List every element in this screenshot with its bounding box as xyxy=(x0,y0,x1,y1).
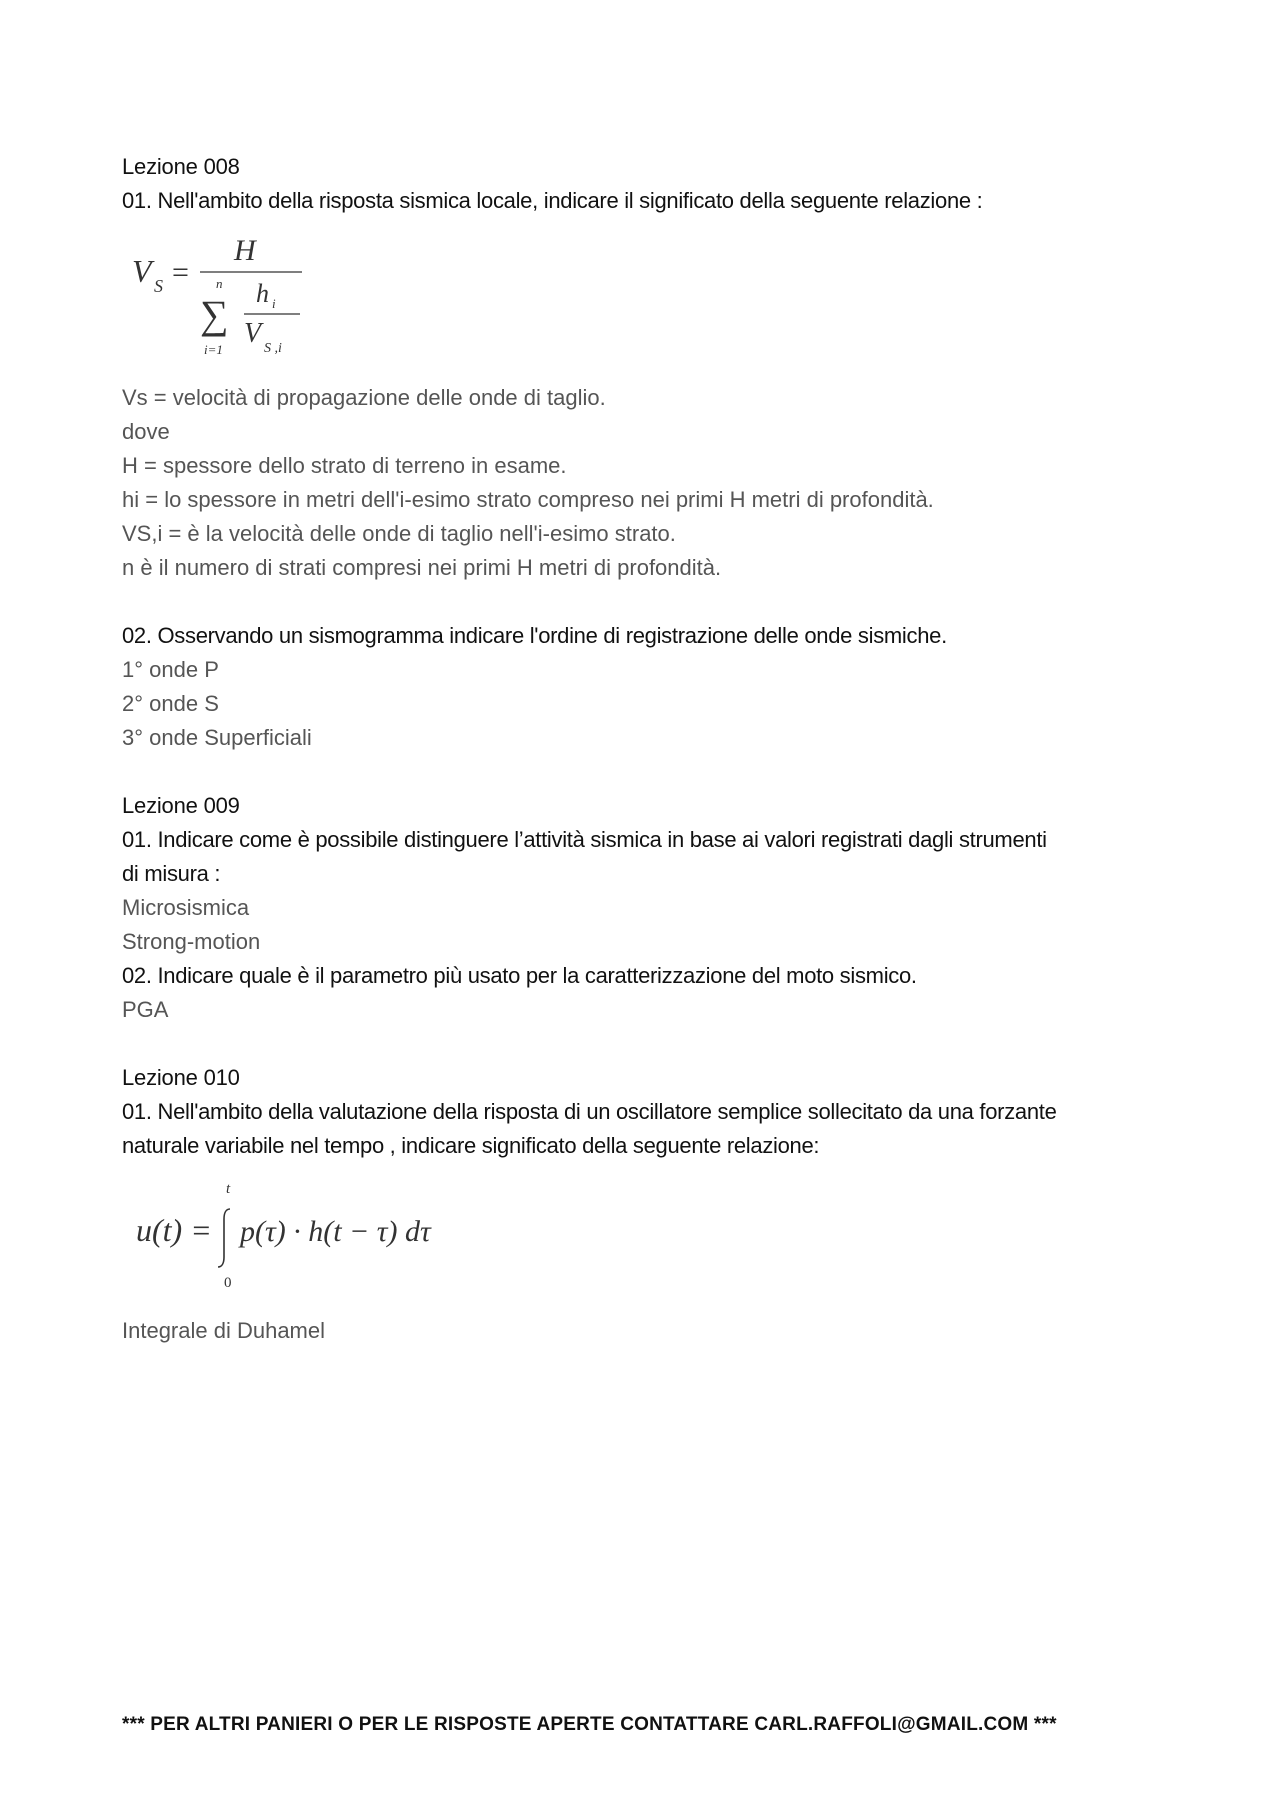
answer-line: H = spessore dello strato di terreno in esame. xyxy=(122,453,567,478)
answer-block xyxy=(122,653,1182,755)
answer-line: dove xyxy=(122,419,170,444)
question-text: naturale variabile nel tempo , indicare significato della seguente relazione: xyxy=(122,1133,820,1158)
document-page xyxy=(122,150,1182,1348)
question-text: 01. Indicare come è possibile distinguere l’attività sismica in base ai valori registrati dagli strumenti xyxy=(122,827,1047,852)
formula-sum-upper: n xyxy=(216,276,223,291)
formula-duhamel-integral xyxy=(132,1175,1182,1298)
formula-lhs: u(t) = xyxy=(136,1212,212,1248)
lesson-heading: Lezione 010 xyxy=(122,1065,240,1090)
answer-line: VS,i = è la velocità delle onde di taglio nell'i-esimo strato. xyxy=(122,521,676,546)
answer-line: Vs = velocità di propagazione delle onde di taglio. xyxy=(122,385,606,410)
answer-block xyxy=(122,381,1182,585)
answer-line: 1° onde P xyxy=(122,657,219,682)
formula-lhs: V xyxy=(132,253,152,289)
lesson-heading: Lezione 009 xyxy=(122,793,240,818)
question-text: 01. Nell'ambito della valutazione della risposta di un oscillatore semplice sollecitato da una forzante xyxy=(122,1099,1057,1124)
answer-line: Microsismica xyxy=(122,895,250,920)
formula-sum-lower: i=1 xyxy=(204,342,223,357)
footer-contact-note: *** PER ALTRI PANIERI O PER LE RISPOSTE APERTE CONTATTARE CARL.RAFFOLI@GMAIL.COM *** xyxy=(122,1714,1057,1735)
answer-block xyxy=(122,891,1182,959)
formula-equals: = xyxy=(172,256,189,289)
formula-shear-wave-velocity xyxy=(132,230,1182,365)
answer-block xyxy=(122,1314,1182,1348)
formula-inner-numerator: h xyxy=(256,279,269,308)
answer-line: Integrale di Duhamel xyxy=(122,1318,326,1343)
formula-inner-numerator-sub: i xyxy=(272,296,276,311)
answer-block xyxy=(122,993,1182,1027)
formula-inner-denominator-sub: S ,i xyxy=(264,341,282,356)
integral-sign xyxy=(218,1209,230,1267)
formula-inner-denominator: V xyxy=(244,318,262,349)
question-text: 02. Osservando un sismogramma indicare l'ordine di registrazione delle onde sismiche. xyxy=(122,623,947,648)
answer-line: n è il numero di strati compresi nei primi H metri di profondità. xyxy=(122,555,722,580)
formula-sum-sign: ∑ xyxy=(200,292,229,337)
formula-lower-limit: 0 xyxy=(224,1275,232,1291)
question-text: di misura : xyxy=(122,861,221,886)
formula-lhs-sub: S xyxy=(154,276,163,296)
answer-line: hi = lo spessore in metri dell'i-esimo strato compreso nei primi H metri di profondità. xyxy=(122,487,934,512)
formula-integrand: p(τ) · h(t − τ) dτ xyxy=(240,1215,431,1248)
answer-line: PGA xyxy=(122,997,169,1022)
question-text: 01. Nell'ambito della risposta sismica locale, indicare il significato della seguente relazione : xyxy=(122,188,983,213)
lesson-heading: Lezione 008 xyxy=(122,154,240,179)
answer-line: Strong-motion xyxy=(122,929,261,954)
formula-upper-limit: t xyxy=(226,1181,231,1197)
answer-line: 3° onde Superficiali xyxy=(122,725,312,750)
answer-line: 2° onde S xyxy=(122,691,219,716)
question-text: 02. Indicare quale è il parametro più usato per la caratterizzazione del moto sismico. xyxy=(122,963,917,988)
formula-numerator: H xyxy=(234,234,256,267)
